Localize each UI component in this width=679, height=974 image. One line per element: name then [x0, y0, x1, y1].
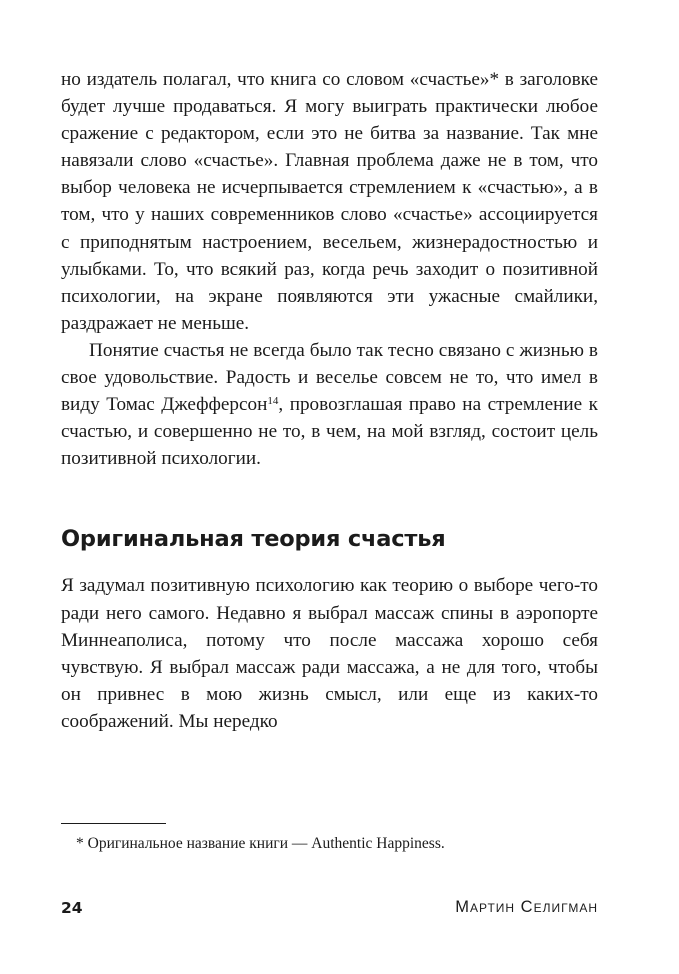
footnote-separator: [61, 823, 166, 824]
paragraph-2-rest: , провозглашая право на стремление к счастью, и совершенно не то, в чем, на мой взгляд, состоит цель позитивной психологии.: [61, 394, 598, 470]
endnote-marker-14[interactable]: 14: [267, 395, 279, 408]
paragraph-2-start: Понятие счастья не всегда было так тесно связано с жизнью в свое удовольствие. Радость и веселье совсем не то, что имел в виду Томас Джефферсон: [61, 339, 598, 416]
running-head-author: Мартин Селигман: [455, 898, 598, 916]
paragraph-3: Я задумал позитивную психологию как теорию о выборе чего-то ради него самого. Недавно я выбрал массаж спины в аэропорте Миннеаполиса, потому что после массажа хорошо себя чувствую. Я выбрал массаж ради массажа, а не для того, чтобы он привнес в мою жизнь смысл, или еще из каких-то соображений. Мы нередко: [61, 575, 598, 732]
paragraph-2: [61, 337, 598, 472]
paragraph-1: [61, 66, 598, 337]
paragraph-1-start: но издатель полагал, что книга со словом «счастье»*: [61, 69, 500, 90]
section-heading: Оригинальная теория счастья: [61, 526, 446, 553]
paragraph-1-rest: в заголовке будет лучше продаваться. Я могу выиграть практически любое сражение с редактором, если это не битва за название. Так мне навязали слово «счастье». Главная проблема даже не в том, что выбор человека не исчерпывается стремлением к «счастью», а в том, что у наших современников слово «счастье» ассоциируется с приподнятым настроением, весельем, жизнерадостностью и улыбками. То, что всякий раз, когда речь заходит о позитивной психологии, на экране появляются эти ужасные смайлики, раздражает не меньше.: [61, 69, 598, 334]
page-number: 24: [61, 899, 83, 917]
footnote: * Оригинальное название книги — Authentic Happiness.: [76, 835, 445, 852]
page-body: [61, 66, 598, 735]
